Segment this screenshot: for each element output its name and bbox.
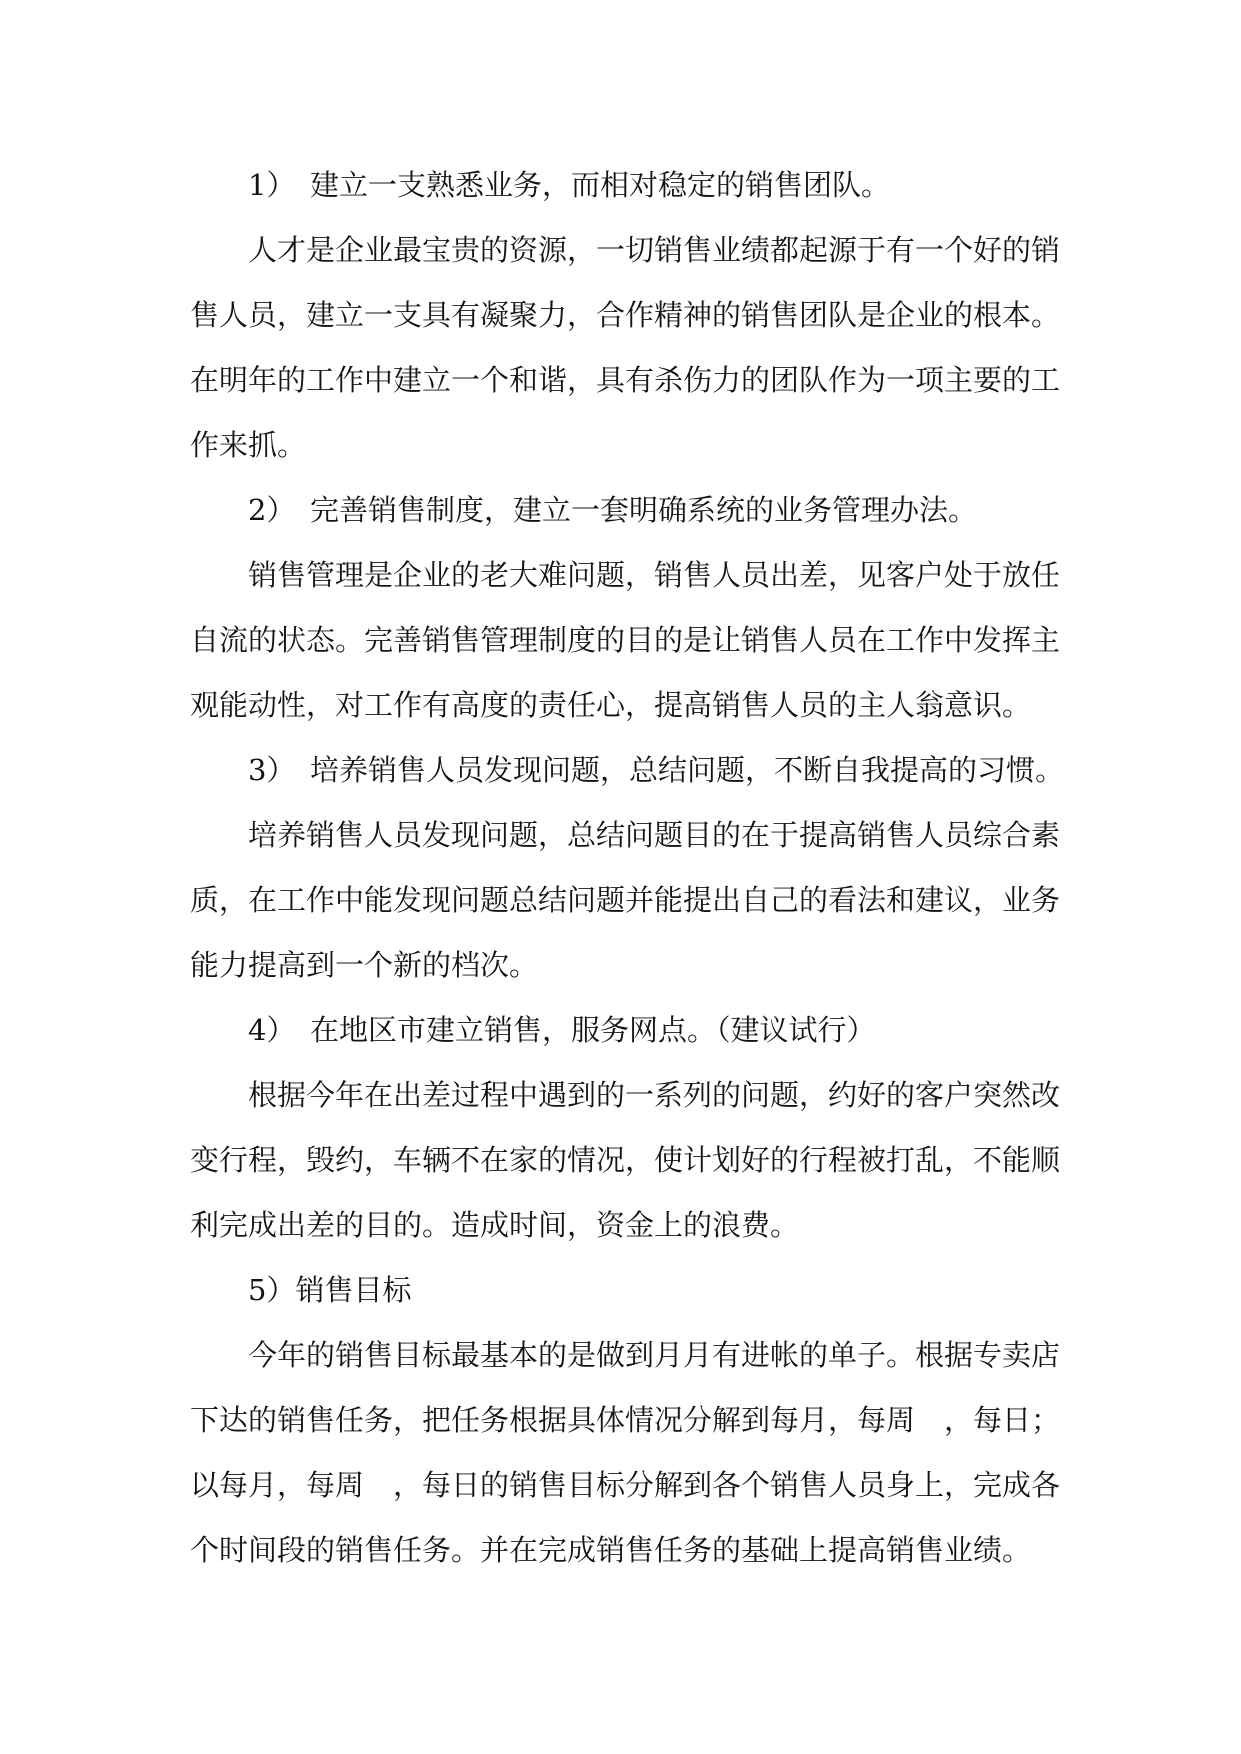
- paragraph-line: 观能动性，对工作有高度的责任心，提高销售人员的主人翁意识。: [190, 688, 1032, 722]
- paragraph-line: 今年的销售目标最基本的是做到月月有进帐的单子。根据专卖店: [248, 1338, 1061, 1372]
- heading-item-1: 1） 建立一支熟悉业务，而相对稳定的销售团队。: [248, 168, 890, 202]
- paragraph-line: 下达的销售任务，把任务根据具体情况分解到每月，每周 ，每日；: [190, 1403, 1061, 1437]
- paragraph-line: 利完成出差的目的。造成时间，资金上的浪费。: [190, 1208, 800, 1242]
- heading-item-2: 2） 完善销售制度，建立一套明确系统的业务管理办法。: [248, 493, 977, 527]
- heading-item-4: 4） 在地区市建立销售，服务网点。（建议试行）: [248, 1013, 876, 1047]
- paragraph-line: 培养销售人员发现问题，总结问题目的在于提高销售人员综合素: [248, 818, 1061, 852]
- heading-item-3: 3） 培养销售人员发现问题，总结问题，不断自我提高的习惯。: [248, 753, 1064, 787]
- paragraph-line: 在明年的工作中建立一个和谐，具有杀伤力的团队作为一项主要的工: [190, 363, 1061, 397]
- paragraph-line: 根据今年在出差过程中遇到的一系列的问题，约好的客户突然改: [248, 1078, 1061, 1112]
- paragraph-line: 自流的状态。完善销售管理制度的目的是让销售人员在工作中发挥主: [190, 623, 1061, 657]
- paragraph-line: 能力提高到一个新的档次。: [190, 948, 539, 982]
- paragraph-line: 售人员，建立一支具有凝聚力，合作精神的销售团队是企业的根本。: [190, 298, 1061, 332]
- paragraph-line: 个时间段的销售任务。并在完成销售任务的基础上提高销售业绩。: [190, 1533, 1032, 1567]
- paragraph-line: 人才是企业最宝贵的资源，一切销售业绩都起源于有一个好的销: [248, 233, 1061, 267]
- paragraph-line: 作来抓。: [190, 428, 307, 462]
- paragraph-line: 销售管理是企业的老大难问题，销售人员出差，见客户处于放任: [248, 558, 1061, 592]
- paragraph-line: 质，在工作中能发现问题总结问题并能提出自己的看法和建议，业务: [190, 883, 1061, 917]
- heading-item-5: 5）销售目标: [248, 1273, 412, 1307]
- paragraph-line: 变行程，毁约，车辆不在家的情况，使计划好的行程被打乱，不能顺: [190, 1143, 1061, 1177]
- paragraph-line: 以每月，每周 ，每日的销售目标分解到各个销售人员身上，完成各: [190, 1468, 1061, 1502]
